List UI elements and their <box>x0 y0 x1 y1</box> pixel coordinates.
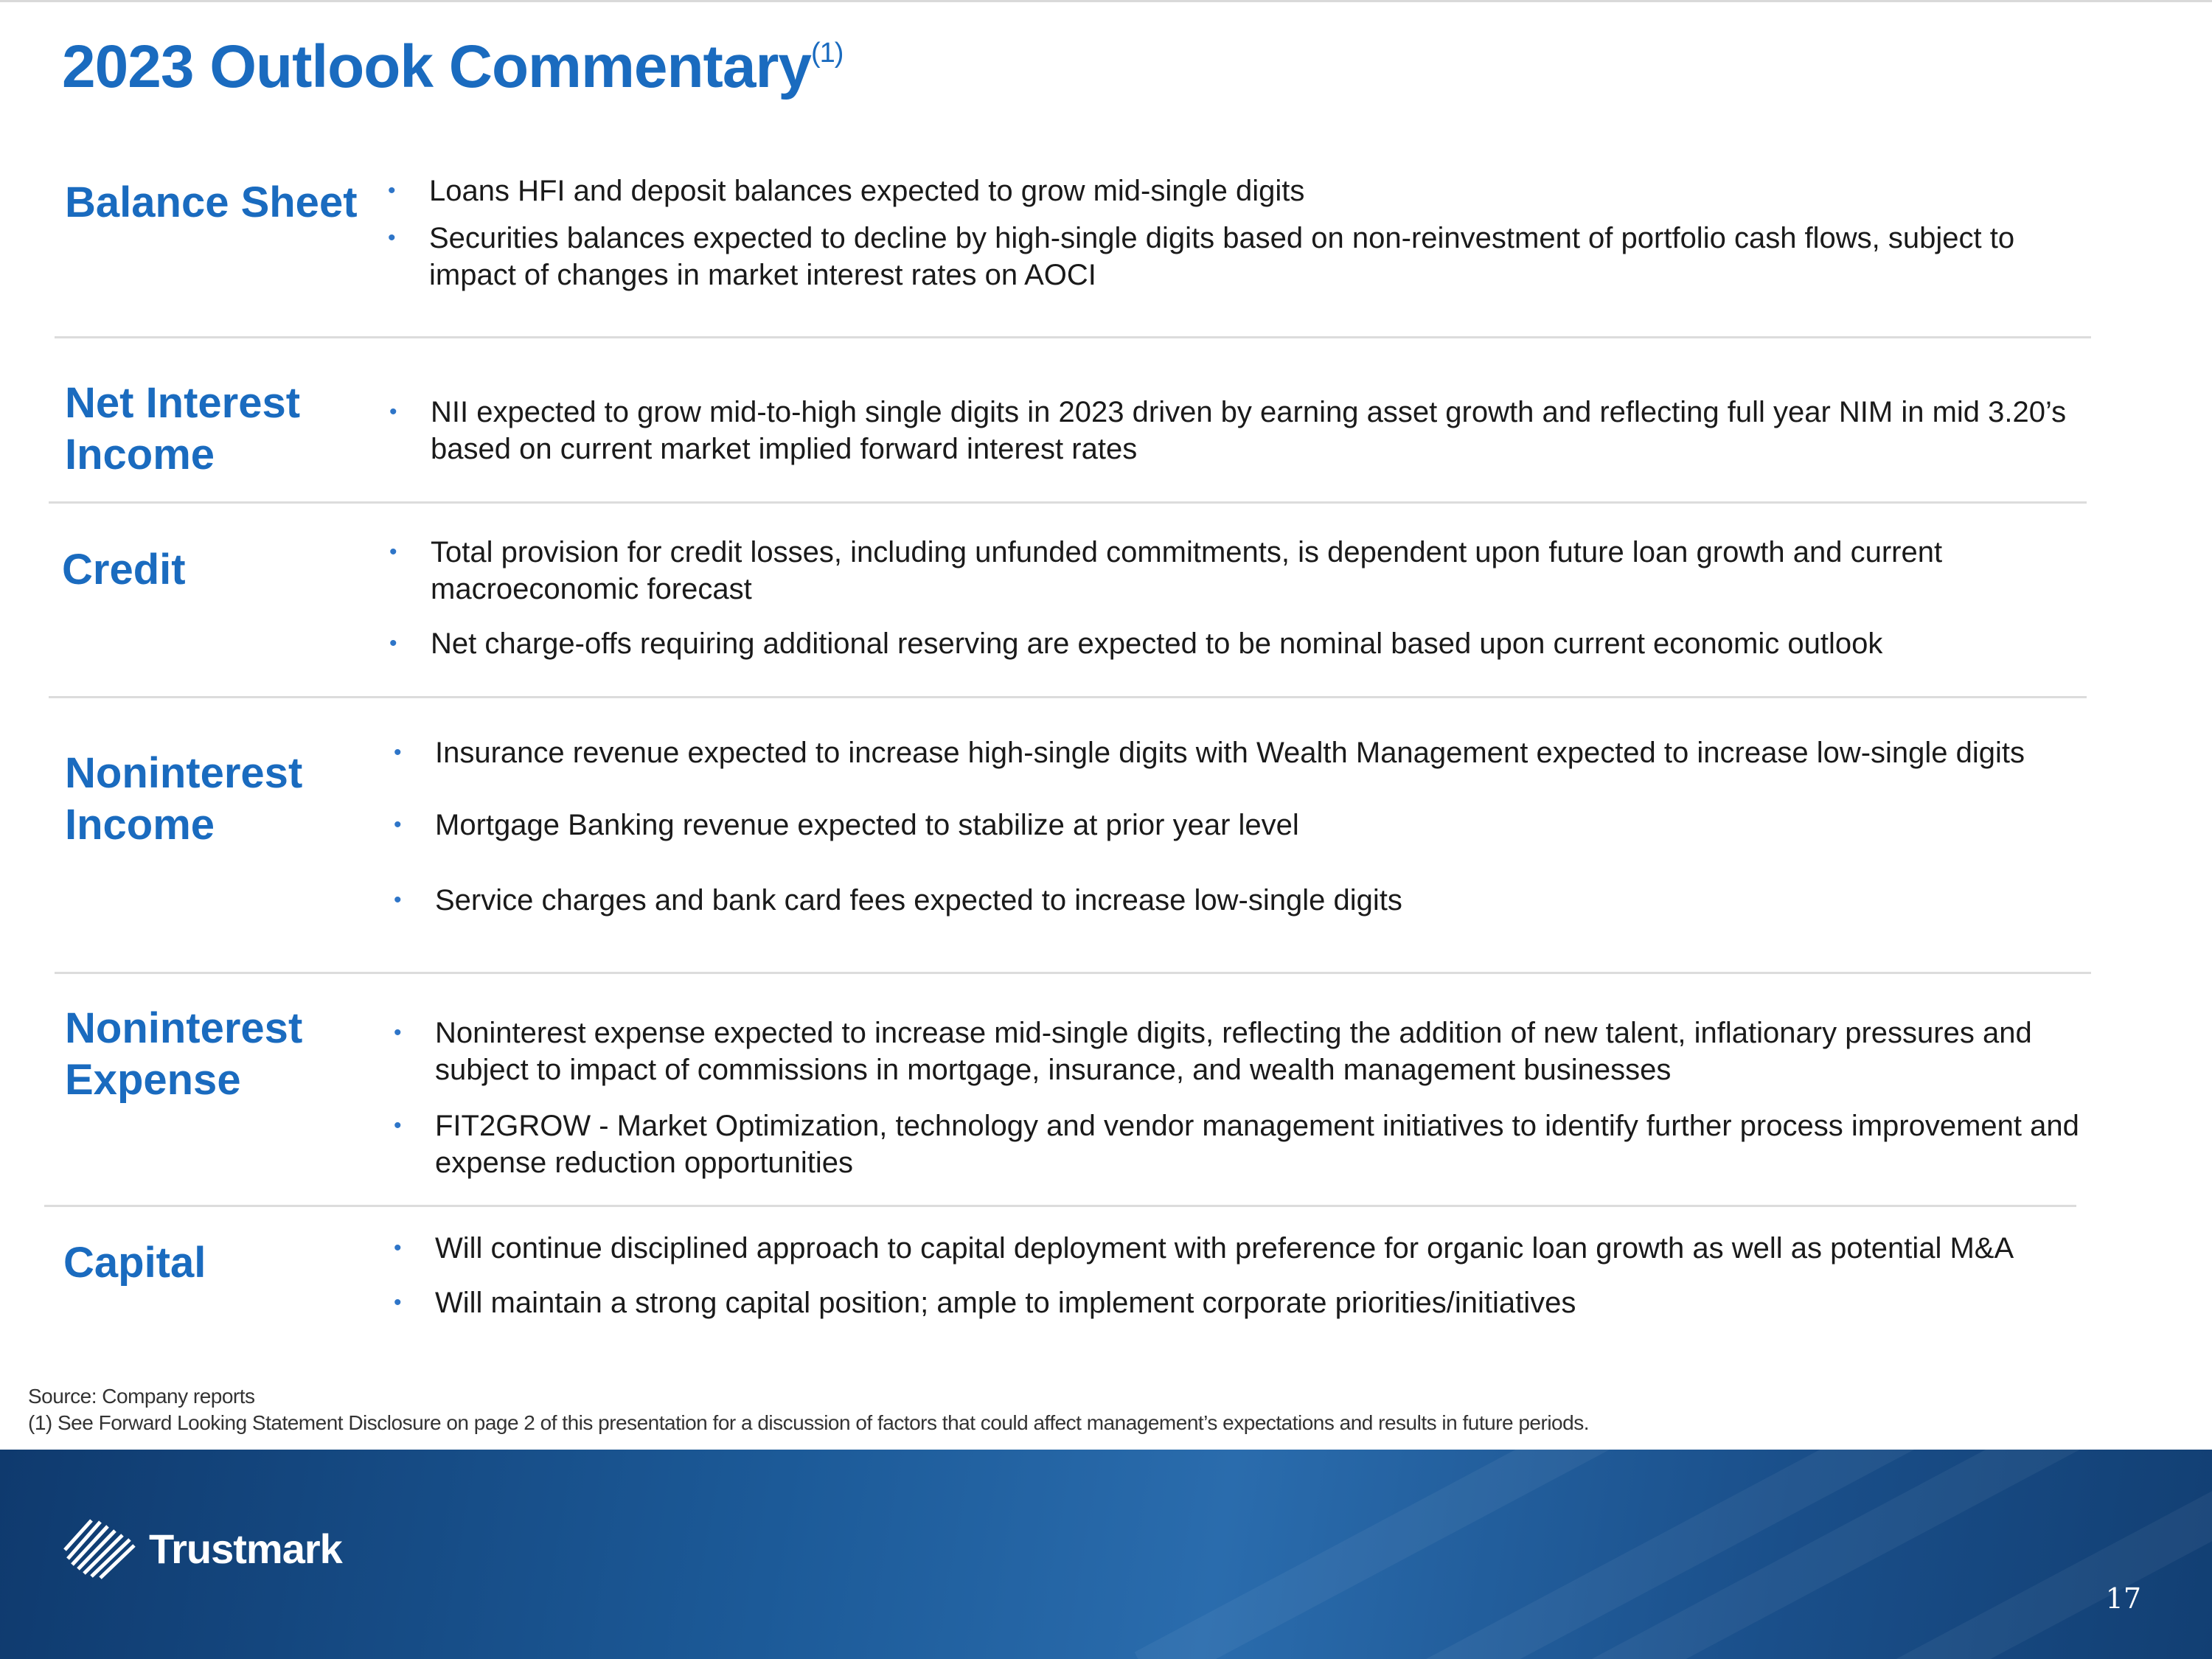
bullet-text: Service charges and bank card fees expected to increase low-single digits <box>435 884 1402 917</box>
section-heading-noninterest-income: Noninterest Income <box>65 749 303 849</box>
page-number: 17 <box>2105 1582 2141 1615</box>
bullet-text: Noninterest expense expected to increase mid-single digits, reflecting the addition of new talent, inflationary pressures and subject to impact of commissions in mortgage, insurance, and wealth management businesses <box>435 1017 2032 1086</box>
bullet-item <box>389 534 2078 608</box>
bullet-text: Loans HFI and deposit balances expected to grow mid-single digits <box>429 175 1305 207</box>
forward-looking-footnote: (1) See Forward Looking Statement Disclosure on page 2 of this presentation for a discussion of factors that could affect management’s expectations and results in future periods. <box>28 1411 1589 1434</box>
bullet-item <box>394 1015 2104 1088</box>
bullet-text: Will continue disciplined approach to capital deployment with preference for organic loan growth as well as potential M&A <box>435 1232 2014 1265</box>
bullet-icon: • <box>388 178 396 203</box>
bullet-text: Mortgage Banking revenue expected to stabilize at prior year level <box>435 809 1299 841</box>
bullet-text: Will maintain a strong capital position; ample to implement corporate priorities/initiatives <box>435 1287 1576 1319</box>
bullet-text: FIT2GROW - Market Optimization, technology and vendor management initiatives to identify further process improvement and expense reduction opportunities <box>435 1110 2079 1179</box>
section-divider <box>49 501 2087 504</box>
bullet-icon: • <box>389 631 397 655</box>
bullet-text: NII expected to grow mid-to-high single digits in 2023 driven by earning asset growth and reflecting full year NIM in mid 3.20’s based on current market implied forward interest rates <box>431 396 2067 465</box>
bullet-icon: • <box>394 888 402 912</box>
top-rule <box>0 0 2212 2</box>
slide-title <box>62 32 843 102</box>
bullet-text: Net charge-offs requiring additional reserving are expected to be nominal based upon current economic outlook <box>431 627 1883 660</box>
section-heading-balance-sheet: Balance Sheet <box>65 178 358 226</box>
bullet-item <box>389 394 2078 467</box>
bullet-icon: • <box>388 226 396 250</box>
bullet-item <box>389 625 2078 662</box>
section-heading-net-interest-income: Net Interest Income <box>65 379 301 479</box>
bullet-text: Securities balances expected to decline by high-single digits based on non-reinvestment of portfolio cash flows, subject to impact of changes in market interest rates on AOCI <box>429 222 2015 291</box>
bullet-icon: • <box>394 1236 402 1260</box>
section-divider <box>55 336 2091 338</box>
source-footnote: Source: Company reports <box>28 1385 255 1408</box>
trustmark-logo <box>62 1516 342 1581</box>
bullet-item <box>394 882 2090 919</box>
bullet-icon: • <box>394 813 402 837</box>
bullet-icon: • <box>394 1020 402 1045</box>
section-divider <box>55 972 2091 974</box>
section-divider <box>49 696 2087 698</box>
section-heading-credit: Credit <box>62 546 186 594</box>
bullet-item <box>394 1107 2112 1181</box>
bullet-icon: • <box>394 740 402 765</box>
footer-band <box>0 1450 2212 1659</box>
section-divider <box>44 1205 2076 1207</box>
bullet-text: Total provision for credit losses, including unfunded commitments, is dependent upon future loan growth and current macroeconomic forecast <box>431 536 1943 605</box>
bullet-icon: • <box>394 1290 402 1315</box>
bullet-item <box>394 1230 2119 1267</box>
brand-name: Trustmark <box>149 1525 342 1572</box>
bullet-item <box>388 173 2084 209</box>
bullet-item <box>394 734 2090 771</box>
bullet-item <box>388 220 2084 293</box>
bullet-text: Insurance revenue expected to increase high-single digits with Wealth Management expected to increase low-single digits <box>435 737 2025 769</box>
trustmark-logo-icon <box>62 1516 139 1581</box>
bullet-item <box>394 1284 2090 1321</box>
title-footnote-ref: (1) <box>810 37 844 69</box>
slide-title-text: 2023 Outlook Commentary <box>62 33 811 100</box>
section-heading-capital: Capital <box>63 1239 206 1287</box>
section-heading-noninterest-expense: Noninterest Expense <box>65 1004 303 1104</box>
bullet-icon: • <box>389 540 397 564</box>
bullet-icon: • <box>394 1113 402 1138</box>
bullet-icon: • <box>389 400 397 424</box>
bullet-item <box>394 807 2090 844</box>
